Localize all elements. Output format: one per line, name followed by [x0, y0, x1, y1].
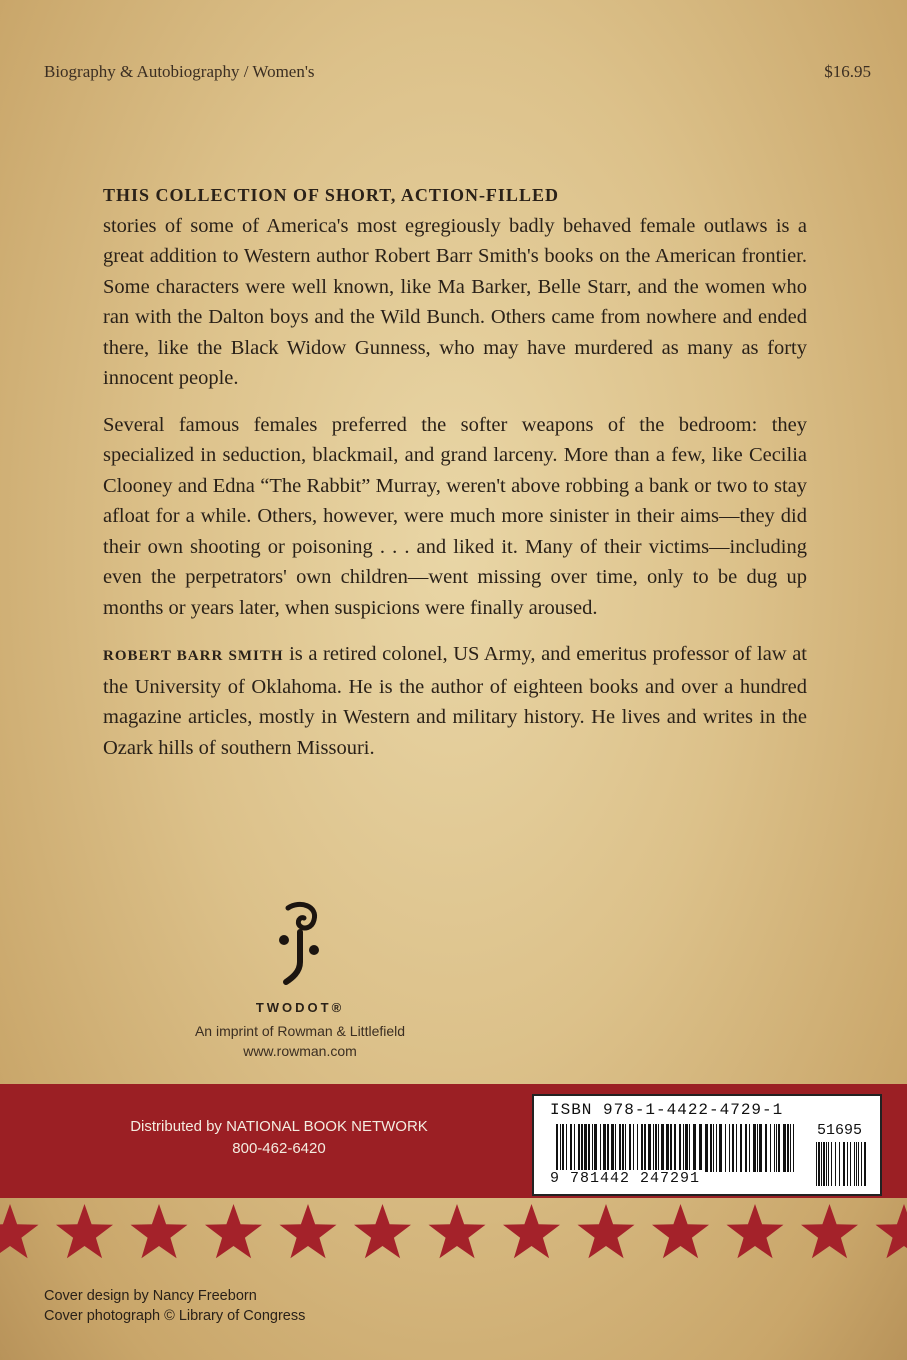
barcode-bar: [736, 1124, 737, 1172]
barcode-bar: [705, 1124, 708, 1172]
barcode-addon-bar: [839, 1142, 840, 1186]
barcode-bar: [592, 1124, 593, 1172]
price: $16.95: [824, 62, 871, 81]
barcode-addon-bar: [850, 1142, 851, 1186]
photo-credit: Cover photograph © Library of Congress: [44, 1308, 306, 1324]
barcode-bar: [633, 1124, 634, 1172]
barcode-bar: [683, 1124, 684, 1172]
barcode-bar: [637, 1124, 638, 1172]
star-icon: [280, 1204, 337, 1258]
barcode-bar: [622, 1124, 624, 1172]
price-code: 51695: [817, 1122, 863, 1139]
barcode-bar: [607, 1124, 609, 1172]
star-icon: [56, 1204, 113, 1258]
barcode-bar: [745, 1124, 747, 1172]
barcode-bar: [689, 1124, 690, 1172]
blurb: [103, 180, 807, 779]
imprint-line: An imprint of Rowman & Littlefield: [194, 1023, 406, 1039]
author-bio-text: is a retired colonel, US Army, and emeritus professor of law at the University of Oklahoma. He is the author of eighteen books and over a hundred magazine articles, mostly in Western and military history. He lives and writes in the Ozark hills of southern Missouri.: [103, 643, 807, 759]
barcode-bar: [699, 1124, 702, 1172]
barcode-bar: [594, 1124, 597, 1172]
barcode-addon-bar: [821, 1142, 822, 1186]
publisher-block: [170, 900, 430, 1061]
star-icon: [578, 1204, 635, 1258]
barcode-bar: [774, 1124, 775, 1172]
barcode-bar: [588, 1124, 590, 1172]
barcode-bar: [615, 1124, 616, 1172]
barcode-bar: [679, 1124, 681, 1172]
barcode-bar: [562, 1124, 564, 1172]
barcode-bar: [740, 1124, 742, 1172]
barcode-bar: [787, 1124, 789, 1172]
barcode-bar: [759, 1124, 762, 1172]
barcode-bar: [611, 1124, 614, 1172]
blurb-paragraph-1: [103, 180, 807, 394]
star-icon: [429, 1204, 486, 1258]
author-name: ROBERT BARR SMITH: [103, 648, 284, 664]
barcode-bar: [725, 1124, 726, 1172]
barcode-bar: [603, 1124, 606, 1172]
star-icon: [131, 1204, 188, 1258]
barcode-bar: [776, 1124, 777, 1172]
barcode-bar: [793, 1124, 794, 1172]
barcode-bar: [670, 1124, 672, 1172]
barcode-addon-bar: [843, 1142, 845, 1186]
barcode-bar: [600, 1124, 601, 1172]
barcode-addon-bar: [864, 1142, 866, 1186]
barcode-addon-bar: [828, 1142, 829, 1186]
distributor-phone: 800-462-6420: [232, 1140, 326, 1157]
barcode-bar: [729, 1124, 730, 1172]
bisac-category: Biography & Autobiography / Women's: [44, 62, 315, 81]
barcode-addon-bar: [818, 1142, 820, 1186]
barcode-bar: [770, 1124, 771, 1172]
barcode-bar: [666, 1124, 669, 1172]
distribution-info: [104, 1116, 454, 1160]
barcode-bar: [749, 1124, 750, 1172]
blurb-lead-caps: THIS COLLECTION OF SHORT, ACTION-FILLED: [103, 185, 559, 205]
cover-credits: [44, 1286, 305, 1326]
star-icon: [876, 1204, 907, 1258]
twodot-logo-icon: [270, 900, 330, 990]
barcode-bar: [790, 1124, 791, 1172]
star-icon: [0, 1204, 39, 1258]
cover-header: [44, 62, 871, 82]
barcode-bar: [685, 1124, 688, 1172]
barcode-bar: [556, 1124, 558, 1172]
star-icon: [727, 1204, 784, 1258]
barcode-bar: [765, 1124, 767, 1172]
isbn-label: ISBN 978-1-4422-4729-1: [550, 1101, 784, 1119]
barcode-bar: [578, 1124, 580, 1172]
barcode-addon-bar: [823, 1142, 825, 1186]
barcode-bar: [658, 1124, 659, 1172]
blurb-paragraph-2: Several famous females preferred the softer weapons of the bedroom: they specialized in seduction, blackmail, and grand larceny. More than a few, like Cecilia Clooney and Edna “The Rabbit” Murray, weren't above robbing a bank or two to stay afloat for a while. Others, however, were much more sinister in their aims—they did their own shooting or poisoning . . . and liked it. Many of their victims—including even the perpetrators' own children—went missing over time, only to be dug up months or years later, when suspicions were finally aroused.: [103, 413, 807, 619]
barcode-bar: [713, 1124, 714, 1172]
star-icon: [801, 1204, 858, 1258]
barcode-addon-bar: [858, 1142, 859, 1186]
barcode-bar: [732, 1124, 734, 1172]
imprint-info: [170, 1021, 430, 1061]
publisher-website: www.rowman.com: [243, 1043, 357, 1059]
star-icon: [652, 1204, 709, 1258]
barcode-bar: [661, 1124, 664, 1172]
barcode-bar: [716, 1124, 717, 1172]
barcode-bar: [570, 1124, 572, 1172]
barcode-bar: [584, 1124, 587, 1172]
barcode-bar: [648, 1124, 651, 1172]
star-icon: [205, 1204, 262, 1258]
barcode-bar: [778, 1124, 780, 1172]
barcode-bar: [783, 1124, 786, 1172]
design-credit: Cover design by Nancy Freeborn: [44, 1288, 257, 1304]
publisher-logo-name: TWODOT®: [255, 1000, 345, 1015]
barcode-bar: [693, 1124, 696, 1172]
barcode-addon-bar: [847, 1142, 848, 1186]
barcode-addon-bar: [826, 1142, 827, 1186]
star-row: [0, 1200, 907, 1264]
isbn-barcode: [532, 1094, 882, 1196]
barcode-bar: [619, 1124, 621, 1172]
barcode-bar: [574, 1124, 575, 1172]
barcode-bar: [625, 1124, 626, 1172]
blurb-paragraph-1-text: stories of some of America's most egregiously badly behaved female outlaws is a great addition to Western author Robert Barr Smith's books on the American frontier. Some characters were well known, like Ma Barker, Belle Starr, and the women who ran with the Dalton boys and the Wild Bunch. Others came from nowhere and ended there, like the Black Widow Gunness, who may have murdered as many as forty innocent people.: [103, 214, 807, 389]
author-bio: [103, 639, 807, 763]
barcode-addon-bar: [854, 1142, 855, 1186]
distributor-line: Distributed by NATIONAL BOOK NETWORK: [130, 1118, 428, 1135]
barcode-bar: [674, 1124, 676, 1172]
barcode-addon-bar: [861, 1142, 862, 1186]
barcode-bar: [629, 1124, 631, 1172]
barcode-addon-bar: [856, 1142, 857, 1186]
barcode-bar: [560, 1124, 561, 1172]
barcode-bar: [655, 1124, 657, 1172]
barcode-bar: [753, 1124, 756, 1172]
barcode-addon-bar: [816, 1142, 817, 1186]
barcode-bar: [566, 1124, 567, 1172]
star-icon: [503, 1204, 560, 1258]
ean-digits: 9 781442 247291: [550, 1170, 701, 1187]
star-icon: [354, 1204, 411, 1258]
barcode-bar: [757, 1124, 758, 1172]
barcode-addon-bar: [831, 1142, 832, 1186]
barcode-bar: [653, 1124, 654, 1172]
barcode-bar: [581, 1124, 583, 1172]
barcode-bar: [641, 1124, 643, 1172]
barcode-addon-bar: [835, 1142, 836, 1186]
barcode-bar: [644, 1124, 646, 1172]
barcode-bar: [719, 1124, 722, 1172]
barcode-bar: [710, 1124, 712, 1172]
